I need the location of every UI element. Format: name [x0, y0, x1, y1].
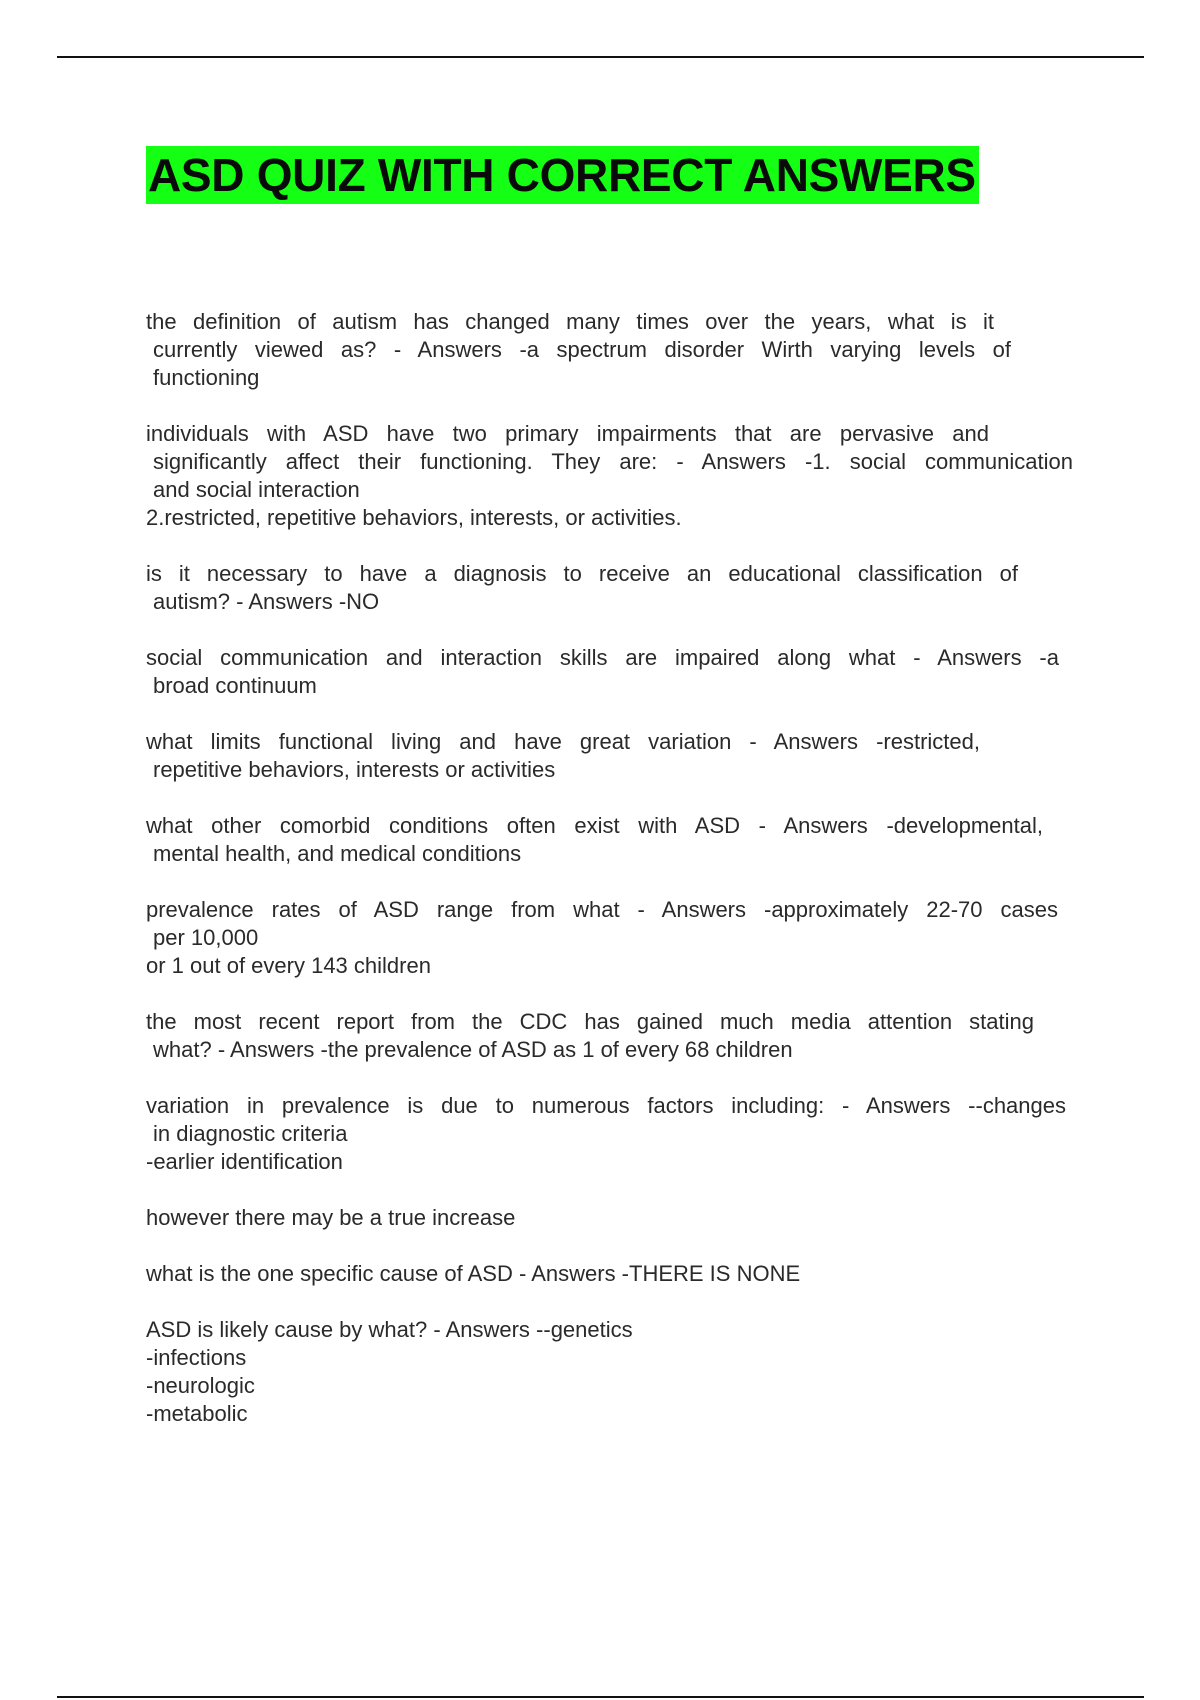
- qa-item: [146, 420, 1076, 532]
- answer-line: currently viewed as? - Answers -a spectrum disorder Wirth varying levels of: [153, 337, 1011, 362]
- answer-line: in diagnostic criteria: [153, 1121, 348, 1146]
- answer-line: per 10,000: [153, 925, 259, 950]
- qa-item: [146, 1204, 1076, 1232]
- qa-item: [146, 896, 1076, 980]
- answer-line: broad continuum: [153, 673, 317, 698]
- qa-item: [146, 1316, 1076, 1428]
- qa-item: [146, 1092, 1076, 1176]
- answer-line: mental health, and medical conditions: [153, 841, 522, 866]
- answer-line: or 1 out of every 143 children: [146, 953, 431, 978]
- question-line: social communication and interaction skills are impaired along what - Answers -a: [146, 645, 1059, 670]
- top-rule: [57, 56, 1144, 58]
- question-line: is it necessary to have a diagnosis to receive an educational classification of: [146, 561, 1018, 586]
- answer-line: functioning: [153, 365, 260, 390]
- answer-line: -earlier identification: [146, 1149, 343, 1174]
- question-line: individuals with ASD have two primary impairments that are pervasive and: [146, 421, 989, 446]
- qa-item: [146, 1260, 1076, 1288]
- answer-line: autism? - Answers -NO: [153, 589, 380, 614]
- question-line: what is the one specific cause of ASD - Answers -THERE IS NONE: [146, 1261, 801, 1286]
- qa-item: [146, 728, 1076, 784]
- quiz-content: [146, 308, 1076, 1456]
- qa-item: [146, 644, 1076, 700]
- answer-line: -metabolic: [146, 1401, 248, 1426]
- question-line: the definition of autism has changed many times over the years, what is it: [146, 309, 994, 334]
- answer-line: -neurologic: [146, 1373, 255, 1398]
- qa-item: [146, 1008, 1076, 1064]
- document-title: ASD QUIZ WITH CORRECT ANSWERS: [146, 146, 979, 204]
- question-line: the most recent report from the CDC has gained much media attention stating: [146, 1009, 1034, 1034]
- answer-line: repetitive behaviors, interests or activities: [153, 757, 556, 782]
- question-line: what limits functional living and have great variation - Answers -restricted,: [146, 729, 980, 754]
- bottom-rule: [57, 1696, 1144, 1698]
- answer-line: -infections: [146, 1345, 247, 1370]
- answer-line: 2.restricted, repetitive behaviors, interests, or activities.: [146, 505, 682, 530]
- qa-item: [146, 812, 1076, 868]
- answer-line: and social interaction: [153, 477, 360, 502]
- qa-item: [146, 560, 1076, 616]
- question-line: ASD is likely cause by what? - Answers --genetics: [146, 1317, 633, 1342]
- answer-line: significantly affect their functioning. They are: - Answers -1. social communication: [153, 449, 1073, 474]
- note-line: however there may be a true increase: [146, 1205, 516, 1230]
- qa-item: [146, 308, 1076, 392]
- answer-line: what? - Answers -the prevalence of ASD as 1 of every 68 children: [153, 1037, 793, 1062]
- question-line: what other comorbid conditions often exist with ASD - Answers -developmental,: [146, 813, 1043, 838]
- question-line: variation in prevalence is due to numerous factors including: - Answers --changes: [146, 1093, 1066, 1118]
- question-line: prevalence rates of ASD range from what - Answers -approximately 22-70 cases: [146, 897, 1058, 922]
